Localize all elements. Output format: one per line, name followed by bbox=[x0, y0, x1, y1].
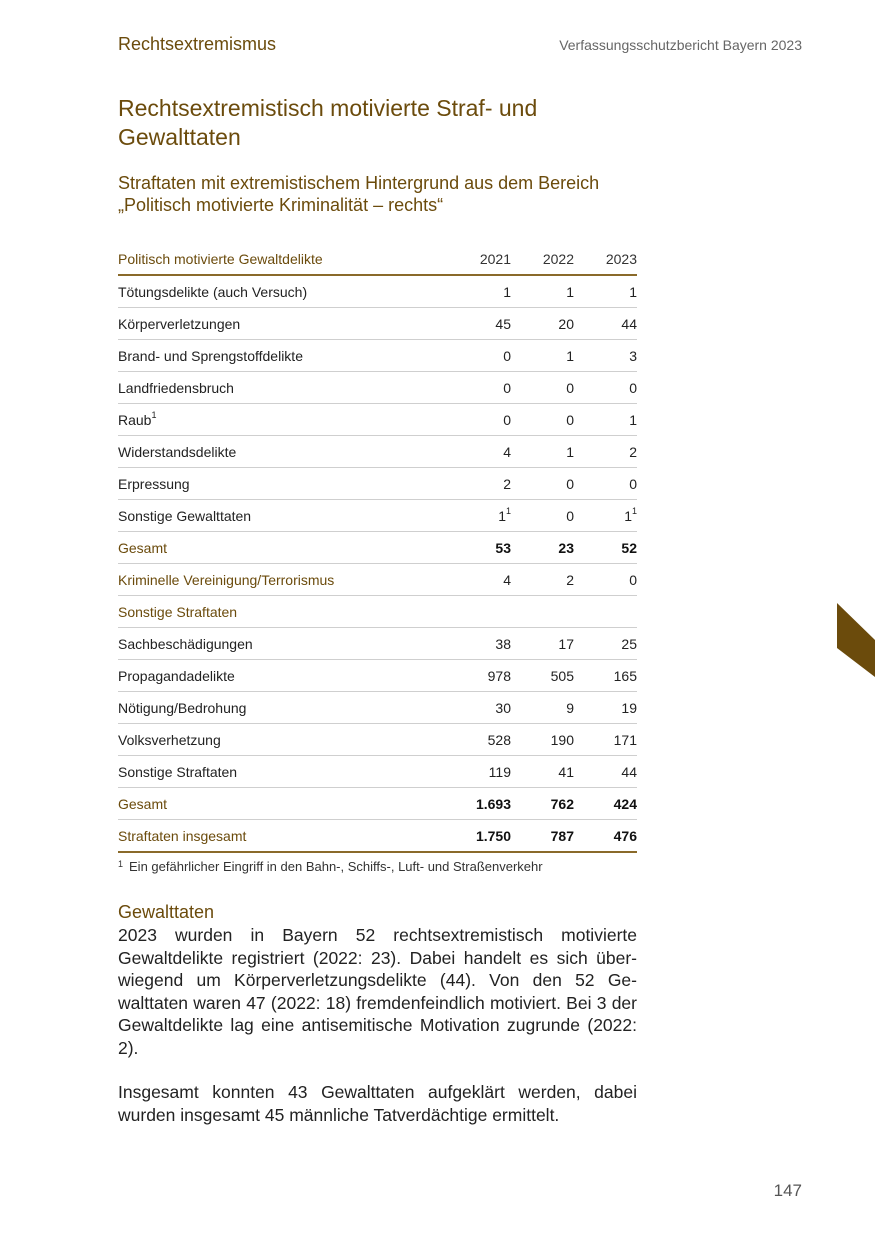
cell-value: 0 bbox=[566, 411, 574, 428]
cell-value: 1 bbox=[566, 347, 574, 364]
row-label: Gesamt bbox=[118, 795, 168, 812]
cell-value: 19 bbox=[621, 699, 637, 716]
row-label: Nötigung/Bedrohung bbox=[118, 699, 247, 716]
table-row-total bbox=[118, 532, 637, 564]
cell-value bbox=[448, 505, 511, 524]
table-row bbox=[118, 692, 637, 724]
year-header: 2021 bbox=[479, 250, 511, 267]
chapter-tab-shape bbox=[837, 603, 875, 677]
cell-value: 1 bbox=[566, 283, 574, 300]
footnote-text: Ein gefährlicher Eingriff in den Bahn-, Schiffs-, Luft- und Straßenverkehr bbox=[129, 859, 543, 874]
table-title: Straftaten mit extremistischem Hintergrund aus dem Bereich „Politisch motivierte Kriminalität – rechts“ bbox=[118, 173, 600, 215]
footnote-mark: 1 bbox=[118, 859, 124, 869]
cell-value: 1 bbox=[629, 283, 637, 300]
table-row bbox=[118, 468, 637, 500]
cell-value: 424 bbox=[613, 795, 637, 812]
table-row-section bbox=[118, 596, 637, 628]
cell-value: 0 bbox=[503, 379, 511, 396]
body-paragraph: Insgesamt konnten 43 Gewalttaten aufgeklärt werden, dabei wurden insgesamt 45 männliche Tatverdächtige ermittelt. bbox=[118, 1082, 637, 1125]
cell-value: 0 bbox=[503, 411, 511, 428]
cell-value: 17 bbox=[558, 635, 574, 652]
cell-value: 0 bbox=[503, 347, 511, 364]
cell-value: 171 bbox=[613, 731, 637, 748]
row-label bbox=[118, 409, 448, 428]
table-row bbox=[118, 404, 637, 436]
cell-value: 1 bbox=[503, 283, 511, 300]
page-number: 147 bbox=[773, 1181, 802, 1200]
row-label: Propagandadelikte bbox=[118, 667, 235, 684]
cell-value: 25 bbox=[621, 635, 637, 652]
row-label: Brand- und Sprengstoffdelikte bbox=[118, 347, 303, 364]
table-row-total bbox=[118, 788, 637, 820]
cell-value: 53 bbox=[495, 539, 511, 556]
cell-value: 41 bbox=[558, 763, 574, 780]
table-row bbox=[118, 372, 637, 404]
cell-value: 1.750 bbox=[475, 827, 511, 844]
body-paragraph: 2023 wurden in Bayern 52 rechtsextremistisch motivierte Gewaltdelikte registriert (2022: 23). Dabei handelt es sich überwiegend um Körperverletzungsdelikte (44). Von den 52 Gewalttaten waren 47 (2022: 18) fremdenfeindlich motiviert. Bei 3 der Gewaltdelikte lag eine antisemitische Motivation zugrunde (2022: 2). bbox=[118, 925, 637, 1058]
footnote-reference: 1 bbox=[505, 505, 511, 516]
row-label: Tötungsdelikte (auch Versuch) bbox=[118, 283, 308, 300]
cell-value: 787 bbox=[550, 827, 574, 844]
table-row bbox=[118, 660, 637, 692]
cell-value-text: 1 bbox=[624, 507, 632, 524]
cell-value: 165 bbox=[613, 667, 637, 684]
cell-value: 4 bbox=[503, 571, 511, 588]
table-header-label: Politisch motivierte Gewaltdelikte bbox=[118, 250, 323, 267]
table-row bbox=[118, 756, 637, 788]
table-row bbox=[118, 628, 637, 660]
cell-value: 2 bbox=[566, 571, 574, 588]
footnote-reference: 1 bbox=[151, 409, 157, 420]
row-label: Sonstige Straftaten bbox=[118, 763, 238, 780]
cell-value: 0 bbox=[566, 507, 574, 524]
page-title: Rechtsextremistisch motivierte Straf- und Gewalttaten bbox=[118, 95, 538, 150]
cell-value: 44 bbox=[621, 315, 637, 332]
cell-value: 0 bbox=[629, 475, 637, 492]
section-heading: Gewalttaten bbox=[118, 902, 215, 922]
footnote-reference: 1 bbox=[631, 505, 637, 516]
cell-value-text: 1 bbox=[498, 507, 506, 524]
cell-value: 978 bbox=[487, 667, 511, 684]
cell-value: 2 bbox=[629, 443, 637, 460]
row-label: Sonstige Gewalttaten bbox=[118, 507, 252, 524]
table-row bbox=[118, 276, 637, 308]
row-label: Straftaten insgesamt bbox=[118, 827, 247, 844]
row-label-text: Raub bbox=[118, 411, 152, 428]
cell-value: 9 bbox=[566, 699, 574, 716]
chapter-tab-marker bbox=[837, 603, 875, 677]
cell-value: 30 bbox=[495, 699, 511, 716]
cell-value: 23 bbox=[558, 539, 574, 556]
cell-value: 119 bbox=[488, 763, 511, 780]
row-label: Landfriedensbruch bbox=[118, 379, 234, 396]
cell-value: 45 bbox=[495, 315, 511, 332]
cell-value bbox=[574, 505, 637, 524]
cell-value: 0 bbox=[629, 571, 637, 588]
row-label: Sonstige Straftaten bbox=[118, 603, 238, 620]
cell-value: 1 bbox=[566, 443, 574, 460]
footnote bbox=[118, 859, 543, 874]
row-label: Kriminelle Vereinigung/Terrorismus bbox=[118, 571, 335, 588]
cell-value: 505 bbox=[550, 667, 574, 684]
row-label: Sachbeschädigungen bbox=[118, 635, 253, 652]
cell-value: 20 bbox=[558, 315, 574, 332]
cell-value: 2 bbox=[503, 475, 511, 492]
row-label: Körperverletzungen bbox=[118, 315, 241, 332]
year-header: 2023 bbox=[605, 250, 637, 267]
cell-value: 1 bbox=[629, 411, 637, 428]
running-header-section: Rechtsextremismus bbox=[118, 34, 277, 54]
cell-value: 52 bbox=[621, 539, 637, 556]
statistics-table bbox=[118, 243, 637, 853]
cell-value: 0 bbox=[629, 379, 637, 396]
running-header-report: Verfassungsschutzbericht Bayern 2023 bbox=[559, 37, 802, 53]
row-label: Volksverhetzung bbox=[118, 731, 221, 748]
cell-value: 38 bbox=[495, 635, 511, 652]
cell-value: 4 bbox=[503, 443, 511, 460]
year-header: 2022 bbox=[542, 250, 574, 267]
table-row-grand-total bbox=[118, 820, 637, 853]
cell-value: 528 bbox=[487, 731, 511, 748]
cell-value: 0 bbox=[566, 379, 574, 396]
cell-value: 3 bbox=[629, 347, 637, 364]
cell-value: 476 bbox=[613, 827, 637, 844]
table-header-row bbox=[118, 243, 637, 276]
row-label: Erpressung bbox=[118, 475, 190, 492]
table-row bbox=[118, 500, 637, 532]
table-row bbox=[118, 308, 637, 340]
table-row bbox=[118, 436, 637, 468]
cell-value: 1.693 bbox=[475, 795, 511, 812]
row-label: Widerstandsdelikte bbox=[118, 443, 237, 460]
table-row bbox=[118, 340, 637, 372]
table-row-section bbox=[118, 564, 637, 596]
cell-value: 762 bbox=[550, 795, 574, 812]
row-label: Gesamt bbox=[118, 539, 168, 556]
table-row bbox=[118, 724, 637, 756]
cell-value: 0 bbox=[566, 475, 574, 492]
cell-value: 44 bbox=[621, 763, 637, 780]
cell-value: 190 bbox=[550, 731, 574, 748]
